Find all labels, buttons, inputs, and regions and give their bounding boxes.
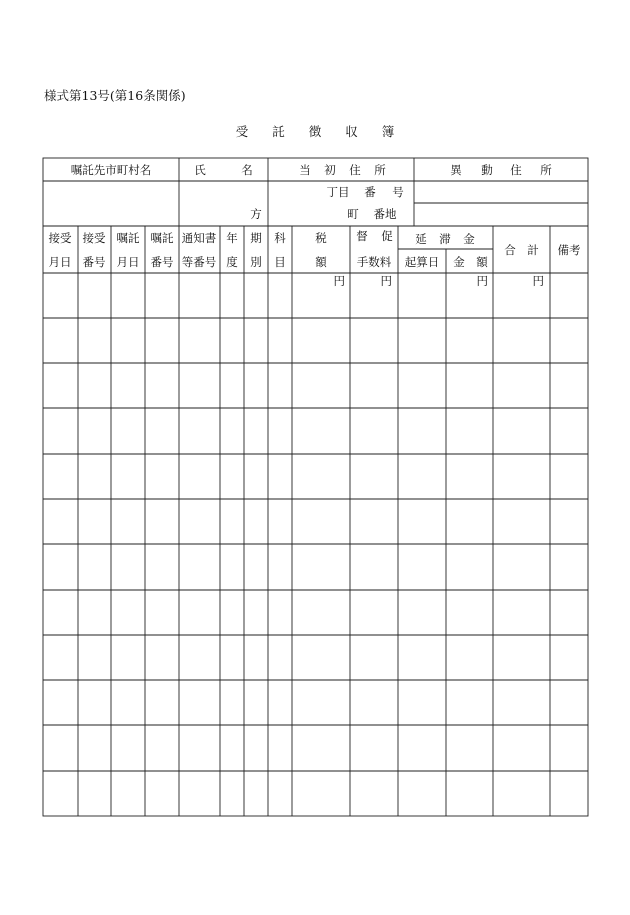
- header-ido-3: 住: [510, 163, 522, 177]
- col-nendo-1: 年: [226, 231, 238, 245]
- col-shokutaku-tsukihi-1: 嘱託: [116, 231, 140, 245]
- col-kibetsu-2: 別: [250, 255, 262, 269]
- header-shimei-2: 名: [241, 163, 253, 177]
- col-zeigaku-1: 税: [315, 231, 327, 245]
- header-ban: 番: [364, 185, 376, 199]
- col-shokutaku-tsukihi-2: 月日: [116, 255, 140, 269]
- header-kata: 方: [250, 207, 262, 221]
- col-jyuju-tsukihi-2: 月日: [48, 255, 72, 269]
- col-shokutaku-bango-2: 番号: [150, 255, 174, 269]
- col-kamoku-1: 科: [274, 231, 286, 245]
- col-gokei-2: 計: [527, 243, 539, 257]
- header-machi: 町: [347, 207, 359, 221]
- header-tosho-4: 所: [374, 163, 386, 177]
- header-chome: 丁目: [326, 185, 350, 199]
- col-zeigaku-2: 額: [315, 255, 327, 269]
- col-entaikin-1: 延: [415, 232, 427, 246]
- col-jyuju-tsukihi-1: 接受: [48, 231, 72, 245]
- col-nendo-2: 度: [226, 255, 238, 269]
- header-shokutaku: 嘱託先市町村名: [70, 163, 152, 177]
- header-go: 号: [392, 185, 404, 199]
- col-jyuju-bango-2: 番号: [82, 255, 106, 269]
- header-tosho-1: 当: [299, 163, 311, 177]
- header-ido-1: 異: [450, 163, 462, 177]
- header-tosho-3: 住: [349, 163, 361, 177]
- header-banchi: 番地: [373, 207, 397, 221]
- title-char: 徴: [308, 124, 322, 139]
- col-jyuju-bango-1: 接受: [82, 231, 106, 245]
- title-char: 受: [235, 124, 249, 139]
- unit-yen-zeigaku: 円: [333, 274, 345, 288]
- col-gokei-1: 合: [504, 243, 516, 257]
- col-kingaku-1: 金: [453, 255, 465, 269]
- col-tokusoku-1: 督: [356, 229, 368, 243]
- col-tokusoku-2: 促: [381, 229, 393, 243]
- col-entaikin-2: 滞: [439, 232, 451, 246]
- unit-yen-kingaku: 円: [476, 274, 488, 288]
- header-shimei-1: 氏: [194, 163, 206, 177]
- col-kingaku-2: 額: [476, 255, 488, 269]
- header-ido-4: 所: [540, 163, 552, 177]
- col-entaikin-3: 金: [463, 232, 475, 246]
- unit-yen-tesuryo: 円: [380, 274, 392, 288]
- col-tsuchisho-2: 等番号: [181, 255, 217, 269]
- form-number: 様式第13号(第16条関係): [44, 88, 186, 103]
- header-ido-2: 動: [481, 163, 493, 177]
- col-kibetsu-1: 期: [250, 231, 262, 245]
- title-char: 収: [345, 124, 358, 139]
- col-tesuryo: 手数料: [356, 255, 392, 269]
- col-kamoku-2: 目: [274, 255, 286, 269]
- unit-yen-gokei: 円: [532, 274, 544, 288]
- col-biko: 備考: [557, 243, 581, 257]
- col-kisanbi: 起算日: [404, 255, 440, 269]
- title-char: 託: [272, 124, 285, 139]
- header-tosho-2: 初: [324, 163, 336, 177]
- col-tsuchisho-1: 通知書: [181, 231, 217, 245]
- title-char: 簿: [381, 124, 395, 139]
- col-shokutaku-bango-1: 嘱託: [150, 231, 174, 245]
